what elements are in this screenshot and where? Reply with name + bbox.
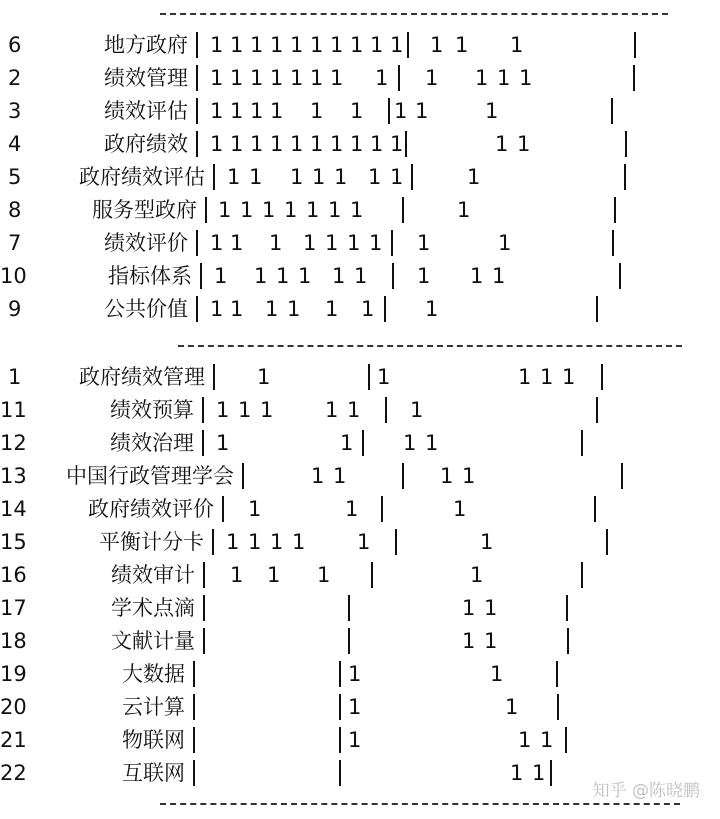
column-separator — [392, 263, 394, 289]
membership-mark: 1 — [348, 695, 362, 719]
membership-mark: 1 — [290, 165, 304, 189]
membership-mark: 1 — [290, 33, 304, 57]
membership-mark: 1 — [347, 231, 361, 255]
row-label: 文献计量 — [111, 629, 195, 653]
row-index: 13 — [0, 464, 27, 488]
membership-mark: 1 — [311, 464, 325, 488]
column-separator — [634, 32, 636, 58]
membership-mark: 1 — [210, 297, 224, 321]
membership-mark: 1 — [410, 398, 424, 422]
table-row — [0, 63, 720, 93]
membership-mark: 1 — [455, 33, 469, 57]
membership-mark: 1 — [332, 264, 346, 288]
membership-mark: 1 — [484, 596, 498, 620]
membership-mark: 1 — [390, 165, 404, 189]
membership-mark: 1 — [306, 198, 320, 222]
membership-mark: 1 — [310, 33, 324, 57]
membership-mark: 1 — [377, 365, 391, 389]
membership-mark: 1 — [518, 728, 532, 752]
column-separator — [193, 760, 195, 786]
membership-mark: 1 — [325, 297, 339, 321]
table-row — [0, 725, 720, 755]
membership-mark: 1 — [290, 66, 304, 90]
membership-mark: 1 — [270, 99, 284, 123]
column-separator — [556, 661, 558, 687]
membership-mark: 1 — [510, 761, 524, 785]
column-separator — [407, 32, 409, 58]
table-row — [0, 195, 720, 225]
column-separator — [213, 164, 215, 190]
column-separator — [196, 131, 198, 157]
row-label: 政府绩效评价 — [88, 497, 214, 521]
membership-mark: 1 — [390, 33, 404, 57]
membership-mark: 1 — [425, 297, 439, 321]
membership-mark: 1 — [485, 99, 499, 123]
column-separator — [384, 296, 386, 322]
column-separator — [402, 197, 404, 223]
table-row — [0, 692, 720, 722]
column-separator — [614, 197, 616, 223]
table-row — [0, 461, 720, 491]
column-separator — [203, 595, 205, 621]
membership-mark: 1 — [498, 231, 512, 255]
row-index: 8 — [8, 198, 22, 222]
table-row — [0, 428, 720, 458]
column-separator — [624, 164, 626, 190]
column-separator — [200, 263, 202, 289]
row-index: 1 — [8, 365, 22, 389]
membership-mark: 1 — [347, 398, 361, 422]
membership-mark: 1 — [250, 33, 264, 57]
column-separator — [402, 463, 404, 489]
membership-mark: 1 — [292, 530, 306, 554]
row-index: 14 — [0, 497, 27, 521]
column-separator — [385, 397, 387, 423]
column-separator — [567, 628, 569, 654]
membership-mark: 1 — [495, 132, 509, 156]
row-index: 11 — [0, 398, 27, 422]
row-label: 绩效评估 — [104, 99, 188, 123]
membership-mark: 1 — [230, 132, 244, 156]
membership-mark: 1 — [210, 132, 224, 156]
membership-mark: 1 — [238, 398, 252, 422]
column-separator — [621, 463, 623, 489]
row-index: 22 — [0, 761, 27, 785]
membership-mark: 1 — [310, 132, 324, 156]
row-label: 大数据 — [122, 662, 185, 686]
membership-mark: 1 — [562, 365, 576, 389]
column-separator — [395, 529, 397, 555]
watermark: 知乎 @陈晓鹏 — [592, 781, 700, 801]
row-label: 云计算 — [122, 695, 185, 719]
row-label: 中国行政管理学会 — [66, 464, 234, 488]
membership-mark: 1 — [330, 132, 344, 156]
membership-mark: 1 — [210, 33, 224, 57]
membership-mark: 1 — [230, 66, 244, 90]
row-label: 绩效管理 — [104, 66, 188, 90]
column-separator — [196, 32, 198, 58]
membership-mark: 1 — [394, 99, 408, 123]
column-separator — [196, 230, 198, 256]
membership-mark: 1 — [270, 530, 284, 554]
row-label: 物联网 — [122, 728, 185, 752]
membership-mark: 1 — [310, 66, 324, 90]
membership-mark: 1 — [415, 99, 429, 123]
membership-mark: 1 — [250, 99, 264, 123]
column-separator — [398, 65, 400, 91]
membership-mark: 1 — [230, 297, 244, 321]
membership-mark: 1 — [254, 264, 268, 288]
membership-mark: 1 — [310, 99, 324, 123]
column-separator — [205, 197, 207, 223]
column-separator — [348, 595, 350, 621]
membership-mark: 1 — [250, 66, 264, 90]
column-separator — [362, 430, 364, 456]
membership-mark: 1 — [270, 33, 284, 57]
table-row — [0, 362, 720, 392]
table-row — [0, 261, 720, 291]
row-index: 3 — [8, 99, 22, 123]
row-index: 5 — [8, 165, 22, 189]
membership-mark: 1 — [375, 66, 389, 90]
column-separator — [612, 230, 614, 256]
membership-mark: 1 — [317, 563, 331, 587]
table-row — [0, 494, 720, 524]
row-index: 6 — [8, 33, 22, 57]
membership-mark: 1 — [267, 563, 281, 587]
table-row — [0, 228, 720, 258]
row-label: 服务型政府 — [92, 198, 197, 222]
divider-bottom — [160, 803, 680, 805]
membership-mark: 1 — [303, 231, 317, 255]
row-index: 21 — [0, 728, 27, 752]
row-label: 公共价值 — [104, 297, 188, 321]
column-separator — [339, 661, 341, 687]
column-separator — [196, 65, 198, 91]
membership-mark: 1 — [257, 365, 271, 389]
membership-mark: 1 — [350, 132, 364, 156]
membership-mark: 1 — [248, 530, 262, 554]
membership-mark: 1 — [276, 264, 290, 288]
membership-mark: 1 — [290, 132, 304, 156]
row-index: 4 — [8, 132, 22, 156]
column-separator — [596, 397, 598, 423]
column-separator — [202, 397, 204, 423]
row-label: 平衡计分卡 — [99, 530, 204, 554]
membership-mark: 1 — [210, 99, 224, 123]
membership-mark: 1 — [519, 66, 533, 90]
membership-mark: 1 — [350, 99, 364, 123]
membership-mark: 1 — [480, 530, 494, 554]
column-separator — [405, 131, 407, 157]
membership-mark: 1 — [430, 33, 444, 57]
table-row — [0, 593, 720, 623]
membership-mark: 1 — [467, 165, 481, 189]
column-separator — [619, 263, 621, 289]
column-separator — [193, 661, 195, 687]
row-index: 7 — [8, 231, 22, 255]
membership-mark: 1 — [462, 596, 476, 620]
row-label: 绩效评价 — [104, 231, 188, 255]
row-index: 19 — [0, 662, 27, 686]
membership-mark: 1 — [462, 464, 476, 488]
column-separator — [196, 98, 198, 124]
row-label: 绩效治理 — [110, 431, 194, 455]
column-separator — [339, 760, 341, 786]
column-separator — [391, 230, 393, 256]
membership-mark: 1 — [230, 563, 244, 587]
membership-mark: 1 — [369, 231, 383, 255]
row-label: 政府绩效评估 — [79, 165, 205, 189]
table-row — [0, 395, 720, 425]
membership-mark: 1 — [214, 264, 228, 288]
membership-mark: 1 — [361, 297, 375, 321]
membership-mark: 1 — [368, 165, 382, 189]
table-row — [0, 129, 720, 159]
membership-mark: 1 — [532, 761, 546, 785]
membership-mark: 1 — [218, 198, 232, 222]
membership-mark: 1 — [425, 431, 439, 455]
membership-mark: 1 — [370, 132, 384, 156]
row-label: 地方政府 — [104, 33, 188, 57]
divider-middle — [178, 345, 682, 347]
column-separator — [411, 164, 413, 190]
membership-mark: 1 — [298, 264, 312, 288]
table-row — [0, 162, 720, 192]
row-label: 绩效审计 — [111, 563, 195, 587]
membership-mark: 1 — [265, 297, 279, 321]
column-separator — [596, 296, 598, 322]
membership-mark: 1 — [230, 99, 244, 123]
membership-mark: 1 — [328, 198, 342, 222]
table-row — [0, 659, 720, 689]
membership-mark: 1 — [270, 132, 284, 156]
column-separator — [368, 364, 370, 390]
membership-mark: 1 — [330, 33, 344, 57]
table-row — [0, 527, 720, 557]
row-index: 10 — [0, 264, 27, 288]
table-row — [0, 294, 720, 324]
membership-mark: 1 — [492, 264, 506, 288]
column-separator — [196, 296, 198, 322]
membership-mark: 1 — [226, 530, 240, 554]
membership-mark: 1 — [350, 33, 364, 57]
membership-mark: 1 — [287, 297, 301, 321]
row-label: 政府绩效 — [104, 132, 188, 156]
membership-mark: 1 — [250, 132, 264, 156]
row-index: 20 — [0, 695, 27, 719]
column-separator — [606, 529, 608, 555]
column-separator — [565, 727, 567, 753]
membership-mark: 1 — [370, 33, 384, 57]
membership-mark: 1 — [330, 66, 344, 90]
membership-mark: 1 — [240, 198, 254, 222]
membership-mark: 1 — [348, 728, 362, 752]
membership-mark: 1 — [505, 695, 519, 719]
membership-mark: 1 — [227, 165, 241, 189]
membership-mark: 1 — [230, 231, 244, 255]
membership-mark: 1 — [312, 165, 326, 189]
column-separator — [193, 727, 195, 753]
column-separator — [203, 628, 205, 654]
column-separator — [348, 628, 350, 654]
membership-mark: 1 — [484, 629, 498, 653]
column-separator — [203, 562, 205, 588]
membership-mark: 1 — [269, 231, 283, 255]
membership-mark: 1 — [425, 66, 439, 90]
membership-mark: 1 — [497, 66, 511, 90]
column-separator — [601, 364, 603, 390]
membership-mark: 1 — [260, 398, 274, 422]
membership-mark: 1 — [453, 497, 467, 521]
membership-mark: 1 — [340, 431, 354, 455]
membership-mark: 1 — [417, 264, 431, 288]
membership-mark: 1 — [462, 629, 476, 653]
column-separator — [557, 694, 559, 720]
row-label: 学术点滴 — [111, 596, 195, 620]
membership-mark: 1 — [390, 132, 404, 156]
membership-mark: 1 — [518, 365, 532, 389]
column-separator — [193, 694, 195, 720]
membership-mark: 1 — [348, 662, 362, 686]
table-row — [0, 626, 720, 656]
table-row — [0, 30, 720, 60]
membership-mark: 1 — [262, 198, 276, 222]
column-separator — [222, 496, 224, 522]
membership-mark: 1 — [350, 198, 364, 222]
column-separator — [566, 595, 568, 621]
table-row — [0, 96, 720, 126]
divider-top — [160, 13, 668, 15]
membership-mark: 1 — [510, 33, 524, 57]
row-index: 9 — [8, 297, 22, 321]
membership-mark: 1 — [334, 165, 348, 189]
membership-mark: 1 — [284, 198, 298, 222]
row-label: 互联网 — [122, 761, 185, 785]
membership-mark: 1 — [540, 365, 554, 389]
row-index: 12 — [0, 431, 27, 455]
membership-mark: 1 — [357, 530, 371, 554]
column-separator — [550, 760, 552, 786]
row-index: 15 — [0, 530, 27, 554]
column-separator — [339, 694, 341, 720]
membership-mark: 1 — [249, 165, 263, 189]
membership-mark: 1 — [490, 662, 504, 686]
membership-mark: 1 — [354, 264, 368, 288]
column-separator — [371, 562, 373, 588]
membership-mark: 1 — [325, 231, 339, 255]
membership-mark: 1 — [517, 132, 531, 156]
membership-mark: 1 — [216, 431, 230, 455]
membership-mark: 1 — [440, 464, 454, 488]
row-label: 绩效预算 — [110, 398, 194, 422]
membership-mark: 1 — [325, 398, 339, 422]
membership-mark: 1 — [210, 66, 224, 90]
column-separator — [381, 496, 383, 522]
row-label: 指标体系 — [108, 264, 192, 288]
membership-mark: 1 — [248, 497, 262, 521]
table-row — [0, 560, 720, 590]
membership-mark: 1 — [210, 231, 224, 255]
membership-mark: 1 — [216, 398, 230, 422]
column-separator — [611, 98, 613, 124]
row-index: 18 — [0, 629, 27, 653]
membership-mark: 1 — [470, 264, 484, 288]
column-separator — [339, 727, 341, 753]
membership-mark: 1 — [470, 563, 484, 587]
row-index: 16 — [0, 563, 27, 587]
column-separator — [202, 430, 204, 456]
membership-mark: 1 — [417, 231, 431, 255]
row-index: 17 — [0, 596, 27, 620]
membership-mark: 1 — [345, 497, 359, 521]
column-separator — [581, 562, 583, 588]
row-index: 2 — [8, 66, 22, 90]
membership-mark: 1 — [475, 66, 489, 90]
column-separator — [625, 131, 627, 157]
column-separator — [212, 529, 214, 555]
column-separator — [581, 430, 583, 456]
membership-mark: 1 — [270, 66, 284, 90]
column-separator — [242, 463, 244, 489]
column-separator — [594, 496, 596, 522]
row-label: 政府绩效管理 — [79, 365, 205, 389]
column-separator — [213, 364, 215, 390]
membership-mark: 1 — [540, 728, 554, 752]
column-separator — [388, 98, 390, 124]
membership-mark: 1 — [333, 464, 347, 488]
membership-mark: 1 — [457, 198, 471, 222]
membership-mark: 1 — [403, 431, 417, 455]
membership-mark: 1 — [230, 33, 244, 57]
column-separator — [633, 65, 635, 91]
